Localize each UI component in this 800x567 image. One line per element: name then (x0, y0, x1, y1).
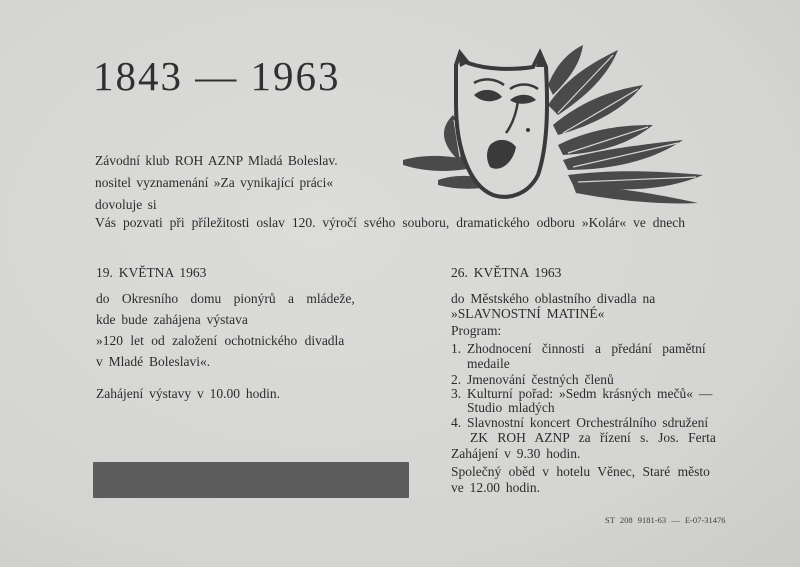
left-event-line: v Mladé Boleslavi«. (96, 354, 211, 369)
intro-line-invites: dovoluje si (95, 197, 157, 212)
print-code: ST 208 9181-63 — E-07-31476 (605, 515, 726, 525)
anniversary-years-heading: 1843 — 1963 (93, 53, 341, 99)
program-item-number: 3. (451, 386, 462, 401)
left-event-line: do Okresního domu pionýrů a mládeže, (96, 291, 355, 306)
lunch-info-line: Společný oběd v hotelu Věnec, Staré město (451, 464, 710, 479)
right-event-date: 26. KVĚTNA 1963 (451, 265, 562, 280)
intro-line-club: Závodní klub ROH AZNP Mladá Boleslav. (95, 153, 338, 168)
program-item-number: 4. (451, 415, 462, 430)
program-item-continuation: Studio mladých (467, 400, 555, 415)
right-event-opening-time: Zahájení v 9.30 hodin. (451, 446, 581, 461)
redaction-bar (93, 462, 409, 498)
program-item-text: Kulturní pořad: »Sedm krásných mečů« — (467, 386, 713, 401)
lunch-info-line: ve 12.00 hodin. (451, 480, 540, 495)
right-event-title: »SLAVNOSTNÍ MATINÉ« (451, 306, 605, 321)
theater-mask-with-laurel-icon (398, 45, 728, 205)
program-item-continuation: ZK ROH AZNP za řízení s. Jos. Ferta (470, 430, 716, 445)
intro-line-occasion: Vás pozvati při příležitosti oslav 120. výročí svého souboru, dramatického odboru »Kolár« ve dnech (95, 215, 686, 230)
left-event-line: kde bude zahájena výstava (96, 312, 248, 327)
left-event-line: »120 let od založení ochotnického divadla (96, 333, 345, 348)
left-event-opening-time: Zahájení výstavy v 10.00 hodin. (96, 386, 280, 401)
program-item-text: Slavnostní koncert Orchestrálního sdružení (467, 415, 709, 430)
program-item-text: Zhodnocení činnosti a předání pamětní (467, 341, 706, 356)
program-item-text: Jmenování čestných členů (467, 372, 614, 387)
program-label: Program: (451, 323, 502, 338)
program-item-number: 1. (451, 341, 462, 356)
left-event-date: 19. KVĚTNA 1963 (96, 265, 207, 280)
right-event-line: do Městského oblastního divadla na (451, 291, 656, 306)
program-item-continuation: medaile (467, 356, 510, 371)
intro-line-award: nositel vyznamenání »Za vynikající práci« (95, 175, 334, 190)
program-item-number: 2. (451, 372, 462, 387)
